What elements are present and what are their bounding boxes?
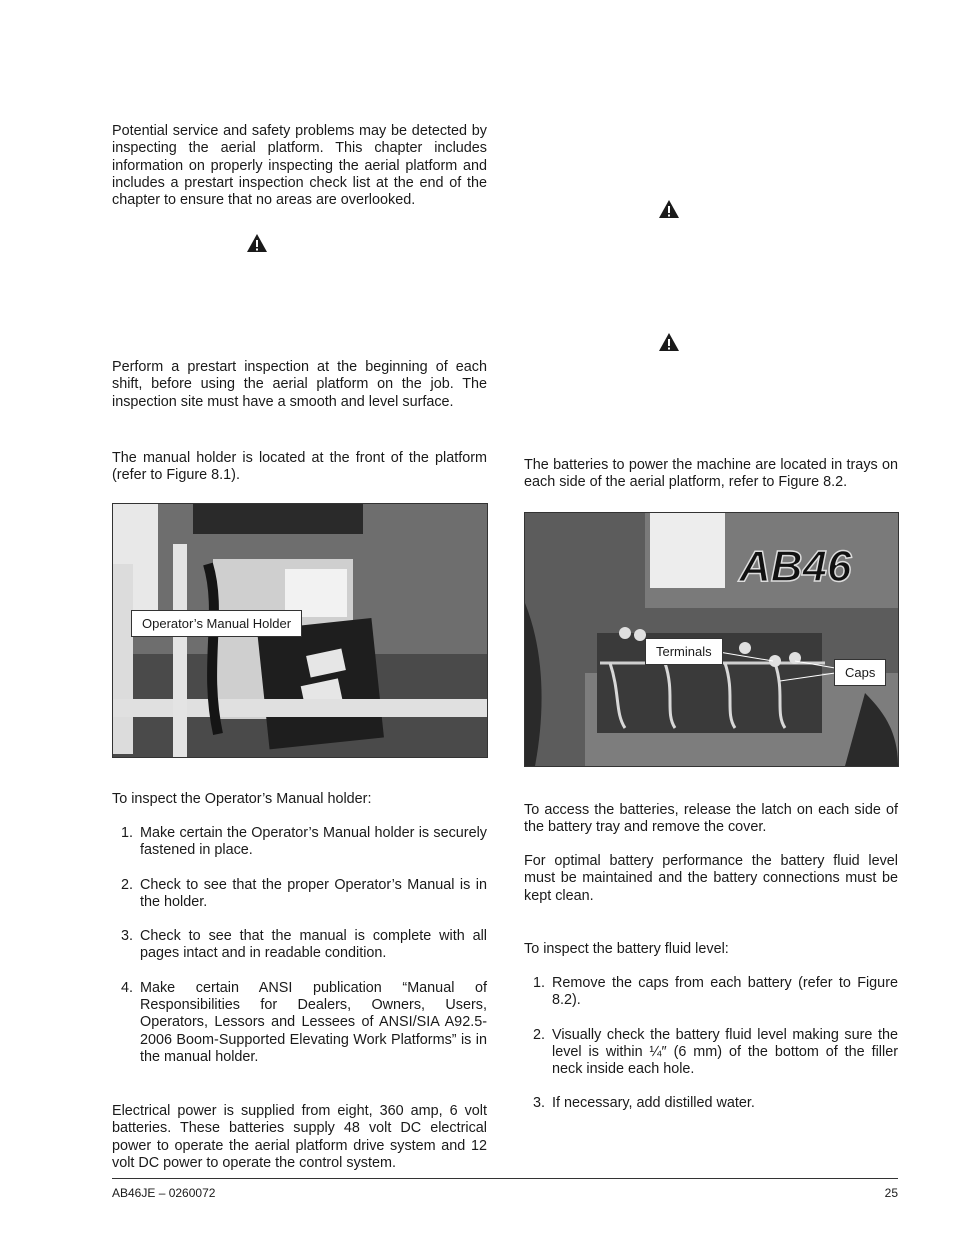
list-item: 1. Remove the caps from each battery (refer to Figure 8.2). [533,975,898,1009]
figure-batteries-photo [524,512,899,767]
manual-holder-paragraph: The manual holder is located at the front of the platform (refer to Figure 8.1). [112,450,487,484]
fluid-intro: To inspect the battery fluid level: [524,941,729,957]
list-item: 4. Make certain ANSI publication “Manual of Responsibilities for Dealers, Owners, Users, Operators, Lessors and Lessees of ANSI/SIA A92.5-2006 Boom-Supported Elevating Work Platforms” is in the manual holder. [121,979,487,1065]
list-item: 2. Check to see that the proper Operator’s Manual is in the holder. [121,876,487,910]
intro-paragraph: Potential service and safety problems may be detected by inspecting the aerial platform. This chapter includes information on properly inspecting the aerial platform and includes a prestart inspection check list at the end of the chapter to ensure that no areas are overlooked. [112,123,487,209]
warning-icon [658,199,680,219]
warning-icon [658,332,680,352]
callout-caps: Caps [834,659,886,686]
batteries-paragraph: The batteries to power the machine are located in trays on each side of the aerial platform, refer to Figure 8.2. [524,457,898,491]
callout-terminals: Terminals [645,638,723,665]
figure-manual-holder-photo [112,503,488,758]
list-item: 3. Check to see that the manual is complete with all pages intact and in readable condition. [121,928,487,962]
fluid-steps-list [524,975,898,1113]
access-paragraph: To access the batteries, release the latch on each side of the battery tray and remove the cover. [524,802,898,836]
footer-page-number: 25 [884,1186,898,1200]
list-item: 3. If necessary, add distilled water. [533,1095,755,1112]
holder-steps-list [112,825,487,1066]
prestart-paragraph: Perform a prestart inspection at the beginning of each shift, before using the aerial platform on the job. The inspection site must have a smooth and level surface. [112,359,487,410]
warning-icon [246,233,268,253]
electrical-paragraph: Electrical power is supplied from eight, 360 amp, 6 volt batteries. These batteries supply 48 volt DC electrical power to operate the aerial platform drive system and 12 volt DC power to operate the control system. [112,1103,487,1171]
footer-doc-id: AB46JE – 0260072 [112,1186,216,1200]
ab46-logo: AB46 [739,542,852,591]
callout-operators-manual-holder: Operator’s Manual Holder [131,610,302,637]
list-item: 2. Visually check the battery fluid level making sure the level is within ¼″ (6 mm) of the bottom of the filler neck inside each hole. [533,1026,898,1078]
list-item: 1. Make certain the Operator’s Manual holder is securely fastened in place. [121,825,487,859]
optimal-paragraph: For optimal battery performance the battery fluid level must be maintained and the battery connections must be kept clean. [524,853,898,904]
footer-divider [112,1178,898,1179]
inspect-holder-intro: To inspect the Operator’s Manual holder: [112,791,372,807]
